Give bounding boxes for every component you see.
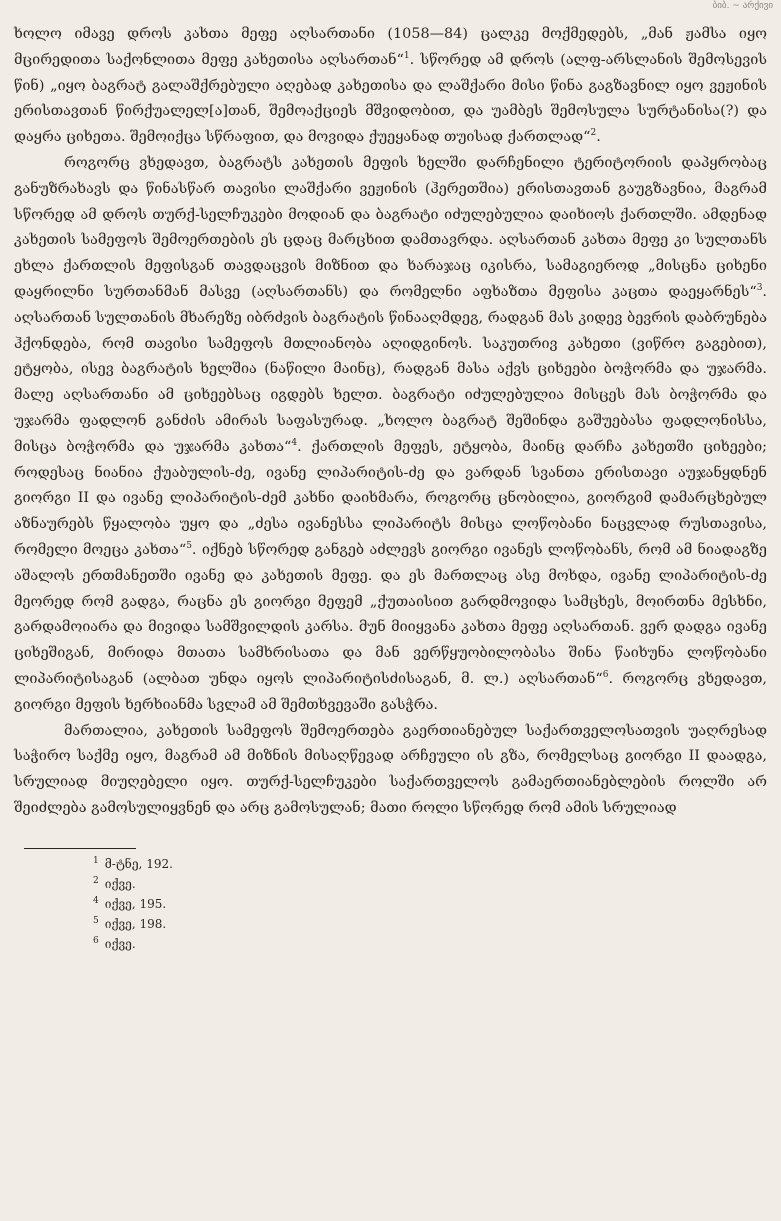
footnote: [93, 934, 767, 954]
footnote-ref: 1: [403, 51, 410, 61]
paragraph: [14, 22, 767, 151]
footnote-number: 1: [93, 855, 99, 866]
footnote-number: 2: [93, 875, 99, 886]
body-text: [14, 22, 767, 822]
paragraph-text: ხოლო იმავე დროს კახთა მეფე აღსართანი (1058—84) ცალკე მოქმედებს, „მან ჟამსა იყო მცირედითა საქონლითა მეფე კახეთისა აღსართან“: [14, 26, 767, 68]
footnote-text: იქვე, 198.: [104, 916, 167, 931]
footnote-number: 5: [93, 915, 99, 926]
footnote-number: 4: [93, 895, 99, 906]
footnote-ref: 5: [186, 541, 192, 552]
footnote-text: იქვე.: [104, 876, 136, 891]
paragraph-text: . როგორც ვხედავთ, გიორგი მეფის ხერხიანმა სვლამ ამ შემთხვევაში გასჭრა.: [14, 670, 767, 713]
paragraph-text: . ქართლის მეფეს, ეტყობა, მაინც დარჩა კახეთში ციხეები; როდესაც ნიანია ქუაბულის-ძე, ივანე ლიპარიტის-ძე და ვარდან სვანთა ერისთავი აუჯანყდნენ გიორგი II და ივანე ლიპარიტის-ძემ კახნი დაიხმარა, როგორც ცნობილია, გიორგიმ დამარცხებულ აზნაურებს წყალობა უყო და „ძესა ივანესსა ლიპარიტს მისცა ლოწობანი ნაცვლად რუსთავისა, რომელი მოეცა კახთა“: [14, 438, 767, 558]
paragraph-text: .: [596, 129, 601, 146]
paragraph-text: . სწორედ ამ დროს (ალფ-არსლანის შემოსევის წინ) „იყო ბაგრატ გალაშქრებული აღებად კახეთისა და ლაშქარი მისი წინა გაგზავნილ იყო ვეჟინის ერისთავთან წირქუალელ[ა]თან, შემოაქციეს მშვიდობით, და უამბეს შემოსულა სურტანისა(?) და დაყრა ციხეთა. შემოიქცა სწრაფით, და მოვიდა ქუეყანად თუისად ქართლად“: [14, 51, 767, 146]
footnote-ref: 4: [291, 437, 298, 448]
footnote-rule: [24, 848, 136, 849]
footnote-text: იქვე, 195.: [104, 896, 167, 911]
footnote-ref: 6: [602, 670, 609, 681]
paragraph: [14, 151, 767, 719]
library-stamp: ბიბ. ~ არქივი: [712, 1, 773, 11]
footnote: [93, 854, 767, 874]
paragraph-text: როგორც ვხედავთ, ბაგრატს კახეთის მეფის ხელში დარჩენილი ტერიტორიის დაპყრობაც განუზრახავს და წინასწარ თავისი ლაშქარი ვეჟინის (ჰერეთშია) ერისთავთან გაუგზავნია, მაგრამ სწორედ ამ დროს თურქ-სელჩუკები მოდიან და ბაგრატი იძულებულია დაიხიოს ქართლში. ამდენად კახეთის სამეფოს შემოერთების ეს ცდაც მარცხით დამთავრდა. აღსართან კახთა მეფე კი სულთანს ეხლა ქართლის მეფისგან თავდაცვის მიზნით და ხარაჯაც იკისრა, სამაგიეროდ „მისცნა ციხენი დაყრილნი სურთანმან მასვე (აღსართანს) და რომელნი აფხაზთა მეფისა კაცთა დაეყარნეს“: [14, 154, 767, 300]
footnotes: [93, 854, 767, 954]
footnote-number: 6: [93, 935, 99, 946]
footnote-text: მ-ტნე, 192.: [104, 856, 173, 871]
paragraph: [14, 719, 767, 822]
footnote: [93, 874, 767, 894]
footnote: [93, 894, 767, 914]
footnote: [93, 914, 767, 934]
paragraph-text: მართალია, კახეთის სამეფოს შემოერთება გაერთიანებულ საქართველოსათვის უაღრესად საჭირო საქმე იყო, მაგრამ ამ მიზნის მისაღწევად არჩეული ის გზა, რომელსაც გიორგი II დაადგა, სრულიად მიუღებელი იყო. თურქ-სელჩუკები საქართველოს გამაერთიანებლების როლში არ შეიძლება გამოსულიყვნენ და არც გამოსულან; მათი როლი სწორედ რომ ამის სრულიად: [14, 722, 767, 816]
paragraph-text: . იქნებ სწორედ განგებ აძლევს გიორგი ივანეს ლოწობანს, რომ ამ ნიადაგზე აშალოს ერთმანეთში ივანე და კახეთის მეფე. და ეს მართლაც ასე მოხდა, ივანე ლიპარიტის-ძე მეორედ რომ გადგა, რაცნა ეს გიორგი მეფემ „ქუთაისით გარდმოვიდა სამცხეს, მოირთნა მესხნი, გარდამოიარა და მივიდა სამშვილდის კარსა. მუნ მიიყვანა კახთა მეფე აღსართან. ვერ დადგა ივანე ციხეშიგან, მირიდა მთათა სამხრისათა და მან ვერწყუობილობასა შინა წაიხუნა ლოწობანი ლიპარიტისაგან (ალბათ უნდა იყოს ლიპარიტისძისაგან, მ. ლ.) აღსართან“: [14, 541, 767, 687]
footnote-ref: 3: [756, 283, 763, 294]
footnote-ref: 2: [590, 128, 597, 139]
footnote-text: იქვე.: [104, 936, 136, 951]
paragraph-text: . აღსართან სულთანის მხარეზე იბრძვის ბაგრატის წინააღმდეგ, რადგან მას კიდევ ბევრის დაბრუნება ჰქონდება, რომ თავისი სამეფოს მთლიანობა აღიდგინოს. საკუთრივ კახეთი (ვიწრო გაგებით), ეტყობა, ისევ ბაგრატის ხელშია (ნაწილი მაინც), რადგან მასა აქვს ციხეები ბოჭორმა და უჯარმა. მალე აღსართანი ამ ციხეებსაც იგდებს ხელთ. ბაგრატი იძულებულია მისცეს მას ბოჭორმა და უჯარმა ფადლონ განძის ამირას საფასურად. „ხოლო ბაგრატ შეშინდა გაშუებასა ფადლონისსა, მისცა ბოჭორმა და უჯარმა კახთა“: [14, 283, 767, 455]
